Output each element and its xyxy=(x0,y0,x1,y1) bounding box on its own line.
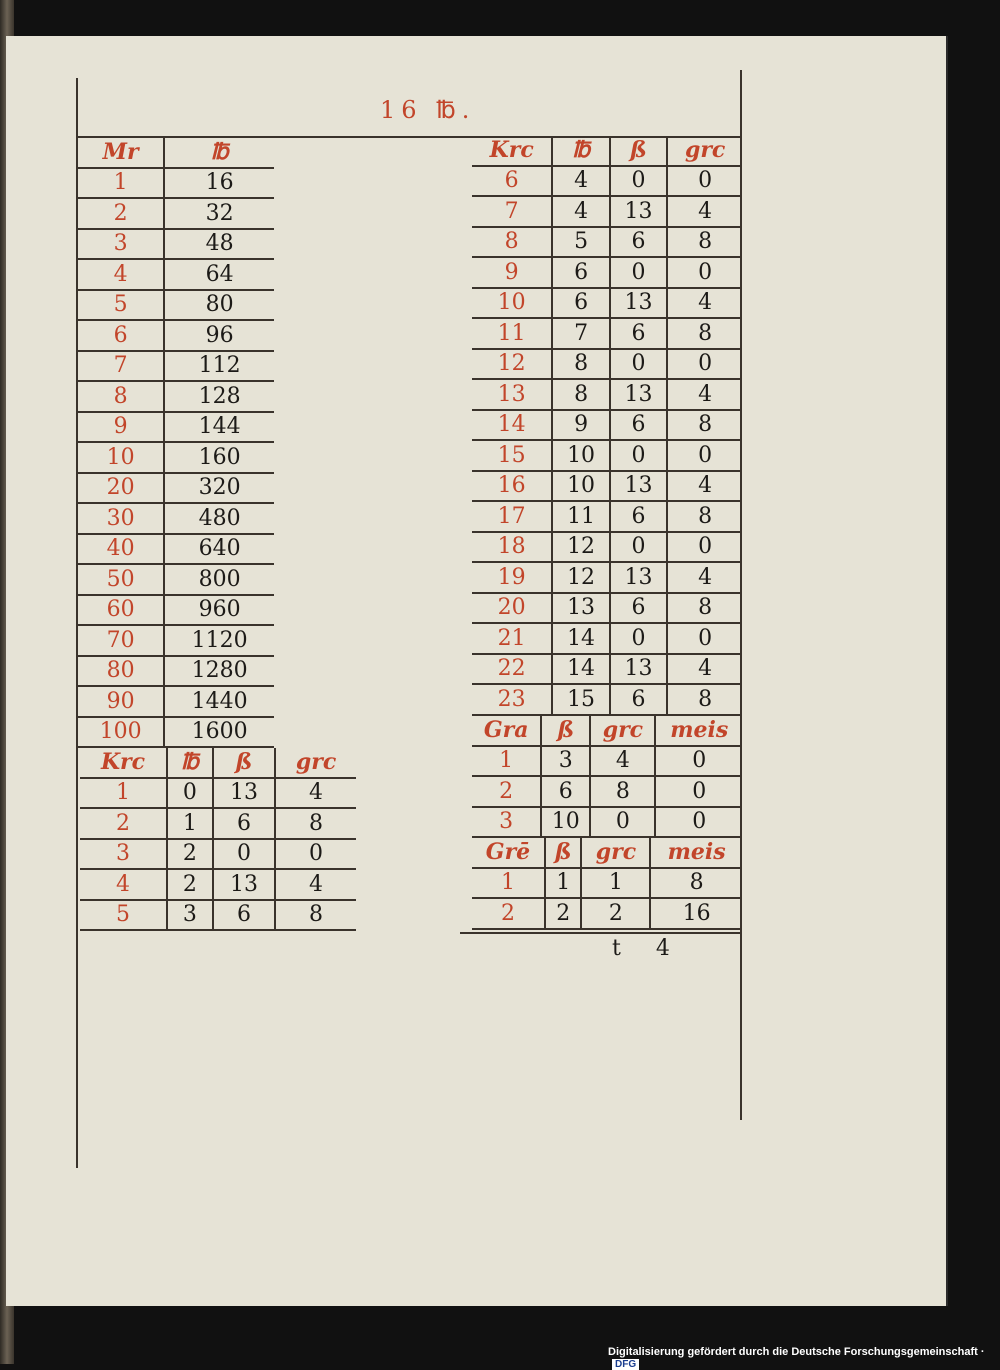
table-cell: 0 xyxy=(275,839,356,870)
table-cell: 1120 xyxy=(164,625,274,656)
table-row xyxy=(472,288,742,319)
table-row xyxy=(78,473,274,504)
table-row xyxy=(472,654,742,685)
table-cell: 60 xyxy=(78,595,164,626)
table-cell: 0 xyxy=(667,349,742,380)
table-cell: 12 xyxy=(552,562,609,593)
table-cell: 13 xyxy=(472,379,552,410)
table-cell: 13 xyxy=(213,778,275,809)
table-cell: 1 xyxy=(472,746,541,777)
table-cell: 0 xyxy=(610,623,667,654)
table-cell: 6 xyxy=(541,776,590,807)
table-cell: 0 xyxy=(610,532,667,563)
table-cell: 5 xyxy=(552,227,609,258)
table-row xyxy=(80,778,356,809)
page-heading: 16 ℔. xyxy=(380,96,476,124)
table-cell: 4 xyxy=(667,288,742,319)
table-cell: 1 xyxy=(545,868,582,899)
table-cell: 21 xyxy=(472,623,552,654)
table-cell: 8 xyxy=(667,227,742,258)
table-cell: 10 xyxy=(541,807,590,838)
table-gre xyxy=(472,838,742,930)
table-cell: 6 xyxy=(472,166,552,197)
table-cell: 48 xyxy=(164,229,274,260)
table-row xyxy=(78,686,274,717)
table-cell: 19 xyxy=(472,562,552,593)
table-cell: 6 xyxy=(213,808,275,839)
table-krc-6-23 xyxy=(472,136,742,716)
table-cell: 4 xyxy=(590,746,655,777)
table-cell: 4 xyxy=(552,196,609,227)
table-cell: 8 xyxy=(667,501,742,532)
footer-credit xyxy=(608,1346,1000,1370)
table-cell: 4 xyxy=(80,869,167,900)
column-header: meis xyxy=(650,838,742,868)
table-cell: 0 xyxy=(590,807,655,838)
table-cell: 0 xyxy=(667,440,742,471)
table-row xyxy=(78,381,274,412)
table-cell: 1 xyxy=(80,778,167,809)
table-cell: 2 xyxy=(472,898,545,929)
table-cell: 15 xyxy=(472,440,552,471)
table-row xyxy=(472,166,742,197)
table-cell: 3 xyxy=(541,746,590,777)
table-cell: 1 xyxy=(472,868,545,899)
table-cell: 4 xyxy=(275,778,356,809)
table-row xyxy=(472,501,742,532)
table-row xyxy=(472,196,742,227)
table-row xyxy=(472,318,742,349)
table-cell: 3 xyxy=(78,229,164,260)
table-row xyxy=(80,869,356,900)
table-cell: 6 xyxy=(610,227,667,258)
column-header: ℔ xyxy=(552,136,609,166)
table-cell: 3 xyxy=(167,900,213,931)
table-row xyxy=(80,839,356,870)
table-cell: 9 xyxy=(552,410,609,441)
table-cell: 640 xyxy=(164,534,274,565)
table-header-row xyxy=(472,716,742,746)
table-cell: 3 xyxy=(80,839,167,870)
table-cell: 8 xyxy=(667,318,742,349)
column-header: Gra xyxy=(472,716,541,746)
table-cell: 15 xyxy=(552,684,609,715)
table-cell: 6 xyxy=(610,501,667,532)
column-header: grc xyxy=(275,748,356,778)
table-cell: 1280 xyxy=(164,656,274,687)
table-cell: 50 xyxy=(78,564,164,595)
table-cell: 2 xyxy=(472,776,541,807)
table-cell: 1 xyxy=(167,808,213,839)
table-cell: 7 xyxy=(78,351,164,382)
column-header: ß xyxy=(610,136,667,166)
table-row xyxy=(472,623,742,654)
table-cell: 0 xyxy=(167,778,213,809)
column-header: grc xyxy=(581,838,650,868)
table-cell: 960 xyxy=(164,595,274,626)
table-cell: 80 xyxy=(78,656,164,687)
table-header-row xyxy=(472,136,742,166)
table-cell: 8 xyxy=(275,808,356,839)
table-cell: 0 xyxy=(655,776,742,807)
table-cell: 8 xyxy=(78,381,164,412)
table-cell: 4 xyxy=(667,379,742,410)
table-cell: 8 xyxy=(667,410,742,441)
column-header: grc xyxy=(667,136,742,166)
table-cell: 100 xyxy=(78,717,164,748)
table-cell: 320 xyxy=(164,473,274,504)
table-cell: 13 xyxy=(610,196,667,227)
column-header: ℔ xyxy=(167,748,213,778)
table-cell: 9 xyxy=(472,257,552,288)
table-cell: 3 xyxy=(472,807,541,838)
dfg-logo: DFG xyxy=(612,1359,639,1370)
table-cell: 0 xyxy=(610,257,667,288)
table-cell: 4 xyxy=(275,869,356,900)
table-cell: 4 xyxy=(667,562,742,593)
table-cell: 2 xyxy=(167,869,213,900)
table-row xyxy=(78,351,274,382)
column-header: ß xyxy=(213,748,275,778)
signature-mark: t 4 xyxy=(612,936,684,961)
table-cell: 1 xyxy=(78,168,164,199)
table-cell: 0 xyxy=(610,166,667,197)
table-cell: 16 xyxy=(164,168,274,199)
table-cell: 4 xyxy=(552,166,609,197)
column-header: Mr xyxy=(78,138,164,168)
table-row xyxy=(78,198,274,229)
table-cell: 8 xyxy=(667,684,742,715)
table-cell: 8 xyxy=(472,227,552,258)
table-cell: 128 xyxy=(164,381,274,412)
table-cell: 6 xyxy=(213,900,275,931)
table-row xyxy=(78,656,274,687)
table-cell: 64 xyxy=(164,259,274,290)
table-cell: 0 xyxy=(667,532,742,563)
table-cell: 4 xyxy=(78,259,164,290)
table-cell: 0 xyxy=(667,257,742,288)
table-cell: 10 xyxy=(552,471,609,502)
table-cell: 480 xyxy=(164,503,274,534)
table-cell: 6 xyxy=(610,318,667,349)
table-row xyxy=(78,442,274,473)
table-row xyxy=(78,168,274,199)
table-cell: 30 xyxy=(78,503,164,534)
table-krc-1-5 xyxy=(80,748,356,931)
table-cell: 6 xyxy=(78,320,164,351)
table-row xyxy=(78,259,274,290)
table-cell: 10 xyxy=(472,288,552,319)
table-cell: 112 xyxy=(164,351,274,382)
table-row xyxy=(78,595,274,626)
column-header: Krc xyxy=(80,748,167,778)
table-cell: 6 xyxy=(610,684,667,715)
table-cell: 2 xyxy=(545,898,582,929)
table-row xyxy=(472,746,742,777)
table-cell: 32 xyxy=(164,198,274,229)
table-cell: 4 xyxy=(667,654,742,685)
table-row xyxy=(472,349,742,380)
table-row xyxy=(472,807,742,838)
table-cell: 14 xyxy=(472,410,552,441)
table-cell: 40 xyxy=(78,534,164,565)
table-cell: 9 xyxy=(78,412,164,443)
table-row xyxy=(472,410,742,441)
table-cell: 20 xyxy=(472,593,552,624)
table-cell: 0 xyxy=(610,440,667,471)
rule-under-table5 xyxy=(460,932,740,934)
table-cell: 14 xyxy=(552,654,609,685)
table-cell: 22 xyxy=(472,654,552,685)
table-row xyxy=(78,717,274,748)
table-cell: 90 xyxy=(78,686,164,717)
table-cell: 0 xyxy=(667,623,742,654)
table-cell: 6 xyxy=(610,410,667,441)
table-cell: 14 xyxy=(552,623,609,654)
column-header: grc xyxy=(590,716,655,746)
column-header: meis xyxy=(655,716,742,746)
table-header-row xyxy=(80,748,356,778)
table-cell: 2 xyxy=(167,839,213,870)
table-cell: 0 xyxy=(655,746,742,777)
column-header: Krc xyxy=(472,136,552,166)
table-row xyxy=(78,320,274,351)
table-row xyxy=(472,257,742,288)
table-row xyxy=(472,776,742,807)
table-header-row xyxy=(472,838,742,868)
table-cell: 12 xyxy=(552,532,609,563)
table-cell: 16 xyxy=(650,898,742,929)
table-row xyxy=(78,412,274,443)
table-row xyxy=(472,684,742,715)
table-cell: 4 xyxy=(667,471,742,502)
table-cell: 0 xyxy=(667,166,742,197)
table-cell: 1 xyxy=(581,868,650,899)
column-header: ℔ xyxy=(164,138,274,168)
table-cell: 4 xyxy=(667,196,742,227)
table-cell: 8 xyxy=(650,868,742,899)
table-cell: 7 xyxy=(552,318,609,349)
table-cell: 160 xyxy=(164,442,274,473)
table-cell: 5 xyxy=(80,900,167,931)
table-row xyxy=(78,229,274,260)
table-cell: 800 xyxy=(164,564,274,595)
table-header-row xyxy=(78,138,274,168)
table-cell: 10 xyxy=(78,442,164,473)
table-cell: 0 xyxy=(655,807,742,838)
table-cell: 2 xyxy=(78,198,164,229)
table-cell: 12 xyxy=(472,349,552,380)
table-cell: 18 xyxy=(472,532,552,563)
table-row xyxy=(78,625,274,656)
table-cell: 8 xyxy=(590,776,655,807)
table-cell: 6 xyxy=(552,288,609,319)
table-cell: 96 xyxy=(164,320,274,351)
table-row xyxy=(472,898,742,929)
table-row xyxy=(78,564,274,595)
table-cell: 70 xyxy=(78,625,164,656)
table-cell: 5 xyxy=(78,290,164,321)
table-cell: 8 xyxy=(667,593,742,624)
table-cell: 1440 xyxy=(164,686,274,717)
table-mr-pounds xyxy=(78,138,274,748)
table-cell: 13 xyxy=(213,869,275,900)
table-cell: 11 xyxy=(552,501,609,532)
table-cell: 8 xyxy=(552,379,609,410)
column-header: ß xyxy=(545,838,582,868)
table-cell: 8 xyxy=(552,349,609,380)
column-header: Grē xyxy=(472,838,545,868)
table-cell: 6 xyxy=(610,593,667,624)
table-row xyxy=(472,868,742,899)
table-cell: 1600 xyxy=(164,717,274,748)
table-cell: 13 xyxy=(610,379,667,410)
table-cell: 16 xyxy=(472,471,552,502)
table-cell: 13 xyxy=(610,288,667,319)
table-cell: 7 xyxy=(472,196,552,227)
table-cell: 80 xyxy=(164,290,274,321)
table-cell: 23 xyxy=(472,684,552,715)
footer-text: Digitalisierung gefördert durch die Deutsche Forschungsgemeinschaft · xyxy=(608,1346,985,1358)
table-cell: 0 xyxy=(213,839,275,870)
table-cell: 20 xyxy=(78,473,164,504)
table-cell: 11 xyxy=(472,318,552,349)
table-row xyxy=(472,471,742,502)
table-row xyxy=(472,227,742,258)
table-cell: 17 xyxy=(472,501,552,532)
table-cell: 0 xyxy=(610,349,667,380)
table-row xyxy=(80,808,356,839)
table-cell: 13 xyxy=(610,471,667,502)
table-cell: 13 xyxy=(610,562,667,593)
table-row xyxy=(472,593,742,624)
table-cell: 13 xyxy=(552,593,609,624)
table-gra xyxy=(472,716,742,838)
table-row xyxy=(80,900,356,931)
table-cell: 13 xyxy=(610,654,667,685)
table-row xyxy=(472,379,742,410)
table-row xyxy=(78,290,274,321)
table-row xyxy=(472,532,742,563)
table-row xyxy=(78,503,274,534)
table-cell: 144 xyxy=(164,412,274,443)
table-cell: 2 xyxy=(581,898,650,929)
column-header: ß xyxy=(541,716,590,746)
table-cell: 10 xyxy=(552,440,609,471)
table-row xyxy=(472,440,742,471)
table-cell: 2 xyxy=(80,808,167,839)
table-cell: 6 xyxy=(552,257,609,288)
table-row xyxy=(78,534,274,565)
table-cell: 8 xyxy=(275,900,356,931)
table-row xyxy=(472,562,742,593)
